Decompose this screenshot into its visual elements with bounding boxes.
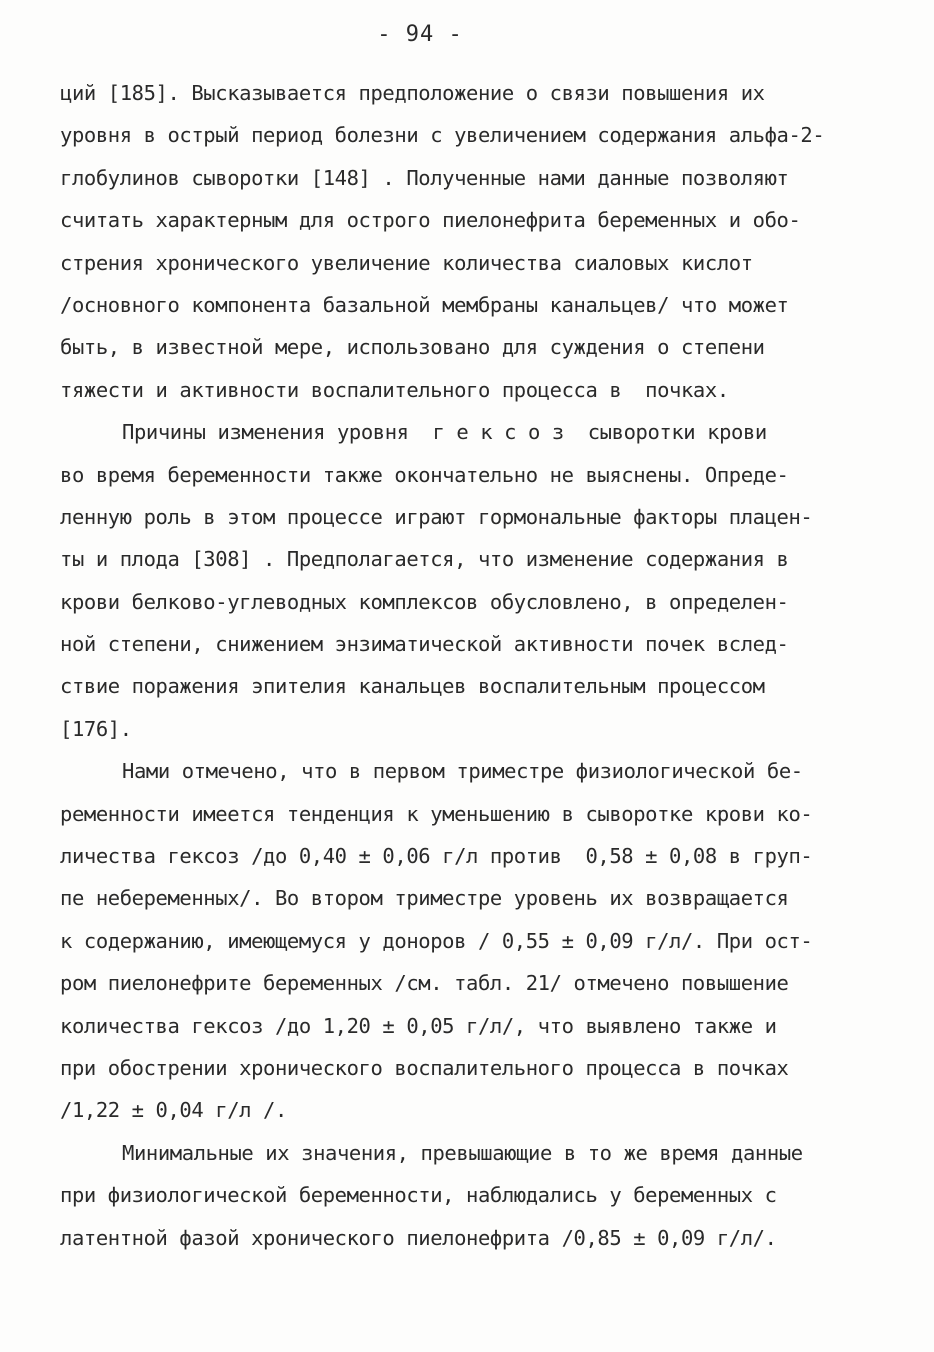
text-line: Нами отмечено, что в первом триместре физиологической бе-: [122, 759, 803, 784]
text-line: быть, в известной мере, использовано для суждения о степени: [60, 335, 765, 360]
text-line: к содержанию, имеющемуся у доноров / 0,55 ± 0,09 г/л/. При ост-: [60, 928, 813, 953]
text-line: ром пиелонефрите беременных /см. табл. 21/ отмечено повышение: [60, 971, 789, 996]
text-line: ты и плода [308] . Предполагается, что изменение содержания в: [60, 547, 789, 572]
paragraph: [60, 750, 880, 1132]
body-text: [60, 72, 880, 1259]
text-line: Причины изменения уровня г е к с о з сыворотки крови: [122, 420, 767, 445]
text-line: во время беременности также окончательно не выяснены. Опреде-: [60, 462, 789, 487]
text-line: глобулинов сыворотки [148] . Полученные нами данные позволяют: [60, 165, 789, 190]
page-number: - 94 -: [377, 22, 463, 47]
text-line: ленную роль в этом процессе играют гормональные факторы плацен-: [60, 504, 813, 529]
paragraph: [60, 72, 880, 411]
text-line: ций [185]. Высказывается предположение о связи повышения их: [60, 81, 765, 105]
paragraph: [60, 1132, 880, 1259]
text-line: личества гексоз /до 0,40 ± 0,06 г/л против 0,58 ± 0,08 в груп-: [60, 844, 813, 869]
paragraph: [60, 411, 880, 750]
text-line: латентной фазой хронического пиелонефрита /0,85 ± 0,09 г/л/.: [60, 1225, 777, 1250]
text-line: ременности имеется тенденция к уменьшению в сыворотке крови ко-: [60, 801, 813, 826]
text-line: крови белково-углеводных комплексов обусловлено, в определен-: [60, 589, 789, 614]
text-line: ной степени, снижением энзиматической активности почек вслед-: [60, 632, 789, 657]
text-line: при обострении хронического воспалительного процесса в почках: [60, 1055, 789, 1080]
text-line: пе небеременных/. Во втором триместре уровень их возвращается: [60, 886, 789, 911]
text-line: тяжести и активности воспалительного процесса в почках.: [60, 377, 729, 402]
text-line: /1,22 ± 0,04 г/л /.: [60, 1098, 287, 1123]
text-line: [176].: [60, 716, 132, 741]
text-line: ствие поражения эпителия канальцев воспалительным процессом: [60, 674, 765, 699]
text-line: количества гексоз /до 1,20 ± 0,05 г/л/, что выявлено также и: [60, 1013, 777, 1038]
text-line: стрения хронического увеличение количества сиаловых кислот: [60, 250, 753, 275]
text-line: считать характерным для острого пиелонефрита беременных и обо-: [60, 208, 801, 233]
text-line: уровня в острый период болезни с увеличением содержания альфа-2-: [60, 123, 825, 148]
text-line: Минимальные их значения, превышающие в то же время данные: [122, 1140, 803, 1165]
text-line: при физиологической беременности, наблюдались у беременных с: [60, 1183, 777, 1208]
text-line: /основного компонента базальной мембраны канальцев/ что может: [60, 292, 789, 317]
